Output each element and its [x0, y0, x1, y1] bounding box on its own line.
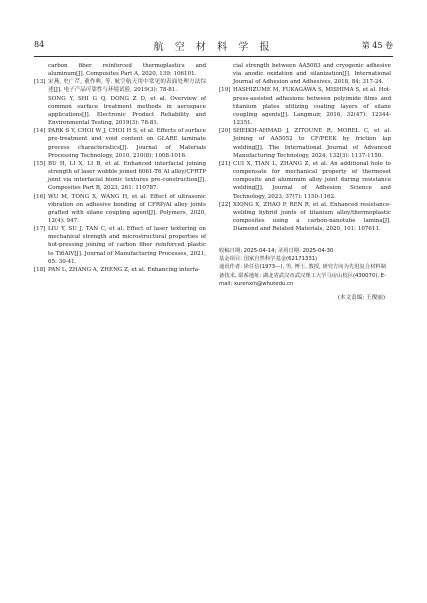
- reference-item: [34, 78, 206, 127]
- reference-item: [219, 127, 391, 160]
- reference-item: [219, 62, 391, 86]
- reference-number: [14]: [34, 128, 46, 135]
- reference-text: XIONG X, ZHAO P, REN R, et al. Enhanced resistance-welding hybrid joints of titanium alloy/thermoplastic composites using a carbon-nanotube lamina[J]. Diamond and Related Materials, 2020, 101: 107611.: [233, 201, 391, 233]
- received-date: 收稿日期: 2025-04-14; 录用日期: 2025-04-30: [219, 248, 334, 255]
- reference-text: SHEIKH-AHMAD J, ZITOUNE R, MOREL C, et al. Joining of AA5052 to CF/PEEK by friction lap welding[J]. The International Journal of Advanced Manufacturing Technology, 2024, 132(3): 1137-1150.: [233, 128, 391, 159]
- journal-title: 航 空 材 料 学 报: [153, 42, 274, 53]
- reference-text: CUI X, TIAN L, ZHANG Z, et al. An additional hole to compensate for mechanical property of thermoset composite and aluminum alloy joint during resistance welding[J]. Journal of Adhesion Science and Technology, 2023, 37(7): 1150-1162.: [233, 160, 391, 200]
- reference-text: PARK S Y, CHOI W J, CHOI H S, et al. Effects of surface pre-treatment and void content on GLARE laminate process characteristics[J]. Journal of Materials Processing Technology, 2010, 210(8): 1008-1016.: [48, 128, 206, 159]
- reference-number: [17]: [34, 226, 46, 233]
- reference-number: [19]: [219, 87, 231, 94]
- reference-text: 宋燕, 史广芹, 董作典, 等. 航空航天用中常见的表面处理方法综述[J]. 电子产品可靠性与环境试验, 2019(3): 78-81.: [48, 79, 206, 94]
- responsible-editor: (本文责编: 王俊丽): [337, 294, 385, 301]
- left-column: [34, 62, 206, 274]
- reference-number: [22]: [219, 201, 231, 208]
- reference-text-english: SONG Y, SHI G Q, DONG Z D, et al. Overview of common surface treatment methods in aerospace applications[J]. Electronic Product Reliability and Environmental Testing, 2019(3): 78-81.: [48, 95, 206, 127]
- reference-text: carbon fiber reinforced thermoplastics and aluminum[J]. Composites Part A, 2020, 139: 106101.: [48, 63, 206, 78]
- fund-info: 基金项目: 国家自然科学基金(62171331): [219, 256, 318, 263]
- volume-label: 第 45 卷: [361, 41, 393, 50]
- header-rule: [34, 56, 393, 57]
- reference-number: [13]: [34, 79, 46, 86]
- reference-number: [21]: [219, 160, 231, 167]
- reference-item: [34, 62, 206, 78]
- reference-item: [34, 266, 206, 274]
- reference-text: WU M, TONG X, WANG H, et al. Effect of ultrasonic vibration on adhesive bonding of CFRP/Al alloy joints grafted with silane coupling agent[J]. Polymers, 2020, 12(4): 947.: [48, 193, 206, 224]
- reference-text: HASHIZUME M, FUKAGAWA S, MISHIMA S, et al. Hot-press-assisted adhesions between polyimide films and titanium plates utilizing coating layers of silane coupling agents[J]. Langmuir, 2016, 32(47): 12344-12351.: [233, 87, 391, 127]
- reference-text: LIU Y, SU J, TAN C, et al. Effect of laser texturing on mechanical strength and microstructural properties of hot-pressing joining of carbon fiber reinforced plastic to Ti6AlV[J]. Journal of Manufacturing Processes, 2021, 65: 30-41.: [48, 226, 206, 265]
- reference-number: [20]: [219, 128, 231, 135]
- reference-text: PAN L, ZHANG A, ZHENG Z, et al. Enhancing interfa-: [48, 266, 200, 273]
- reference-text: BU H, LI X, LI B, et al. Enhanced interfacial joining strength of laser wobble joined 6061-T6 Al alloy/CFRTP joint via interfacial bionic textures pre-construction[J]. Composites Part B, 2023, 261: 110787.: [48, 160, 206, 192]
- running-header: [34, 36, 393, 52]
- reference-item: [34, 225, 206, 266]
- corresponding-author: 通讯作者: 徐任信(1973—), 男, 博士, 教授, 研究方向为先进复合材料制备技术, 联系地址: 湖北省武汉市武汉理工大学马房山校区(430070), E-mail: xurenxin@whutedu.cn: [219, 264, 386, 287]
- reference-number: [15]: [34, 160, 46, 167]
- reference-number: [18]: [34, 266, 46, 273]
- reference-text: cial strength between AA5083 and cryogenic adhesive via anodic oxidation and silanization[J]. International Journal of Adhesion and Adhesives, 2018, 84: 317-24.: [233, 63, 391, 86]
- reference-item: [34, 160, 206, 193]
- reference-item: [34, 193, 206, 226]
- reference-item: [219, 160, 391, 201]
- reference-item: [219, 86, 391, 127]
- article-footnote: [219, 247, 391, 287]
- reference-number: [16]: [34, 193, 46, 200]
- page-number: 84: [34, 40, 45, 49]
- right-column: [219, 62, 391, 302]
- reference-item: [219, 201, 391, 234]
- reference-item: [34, 127, 206, 160]
